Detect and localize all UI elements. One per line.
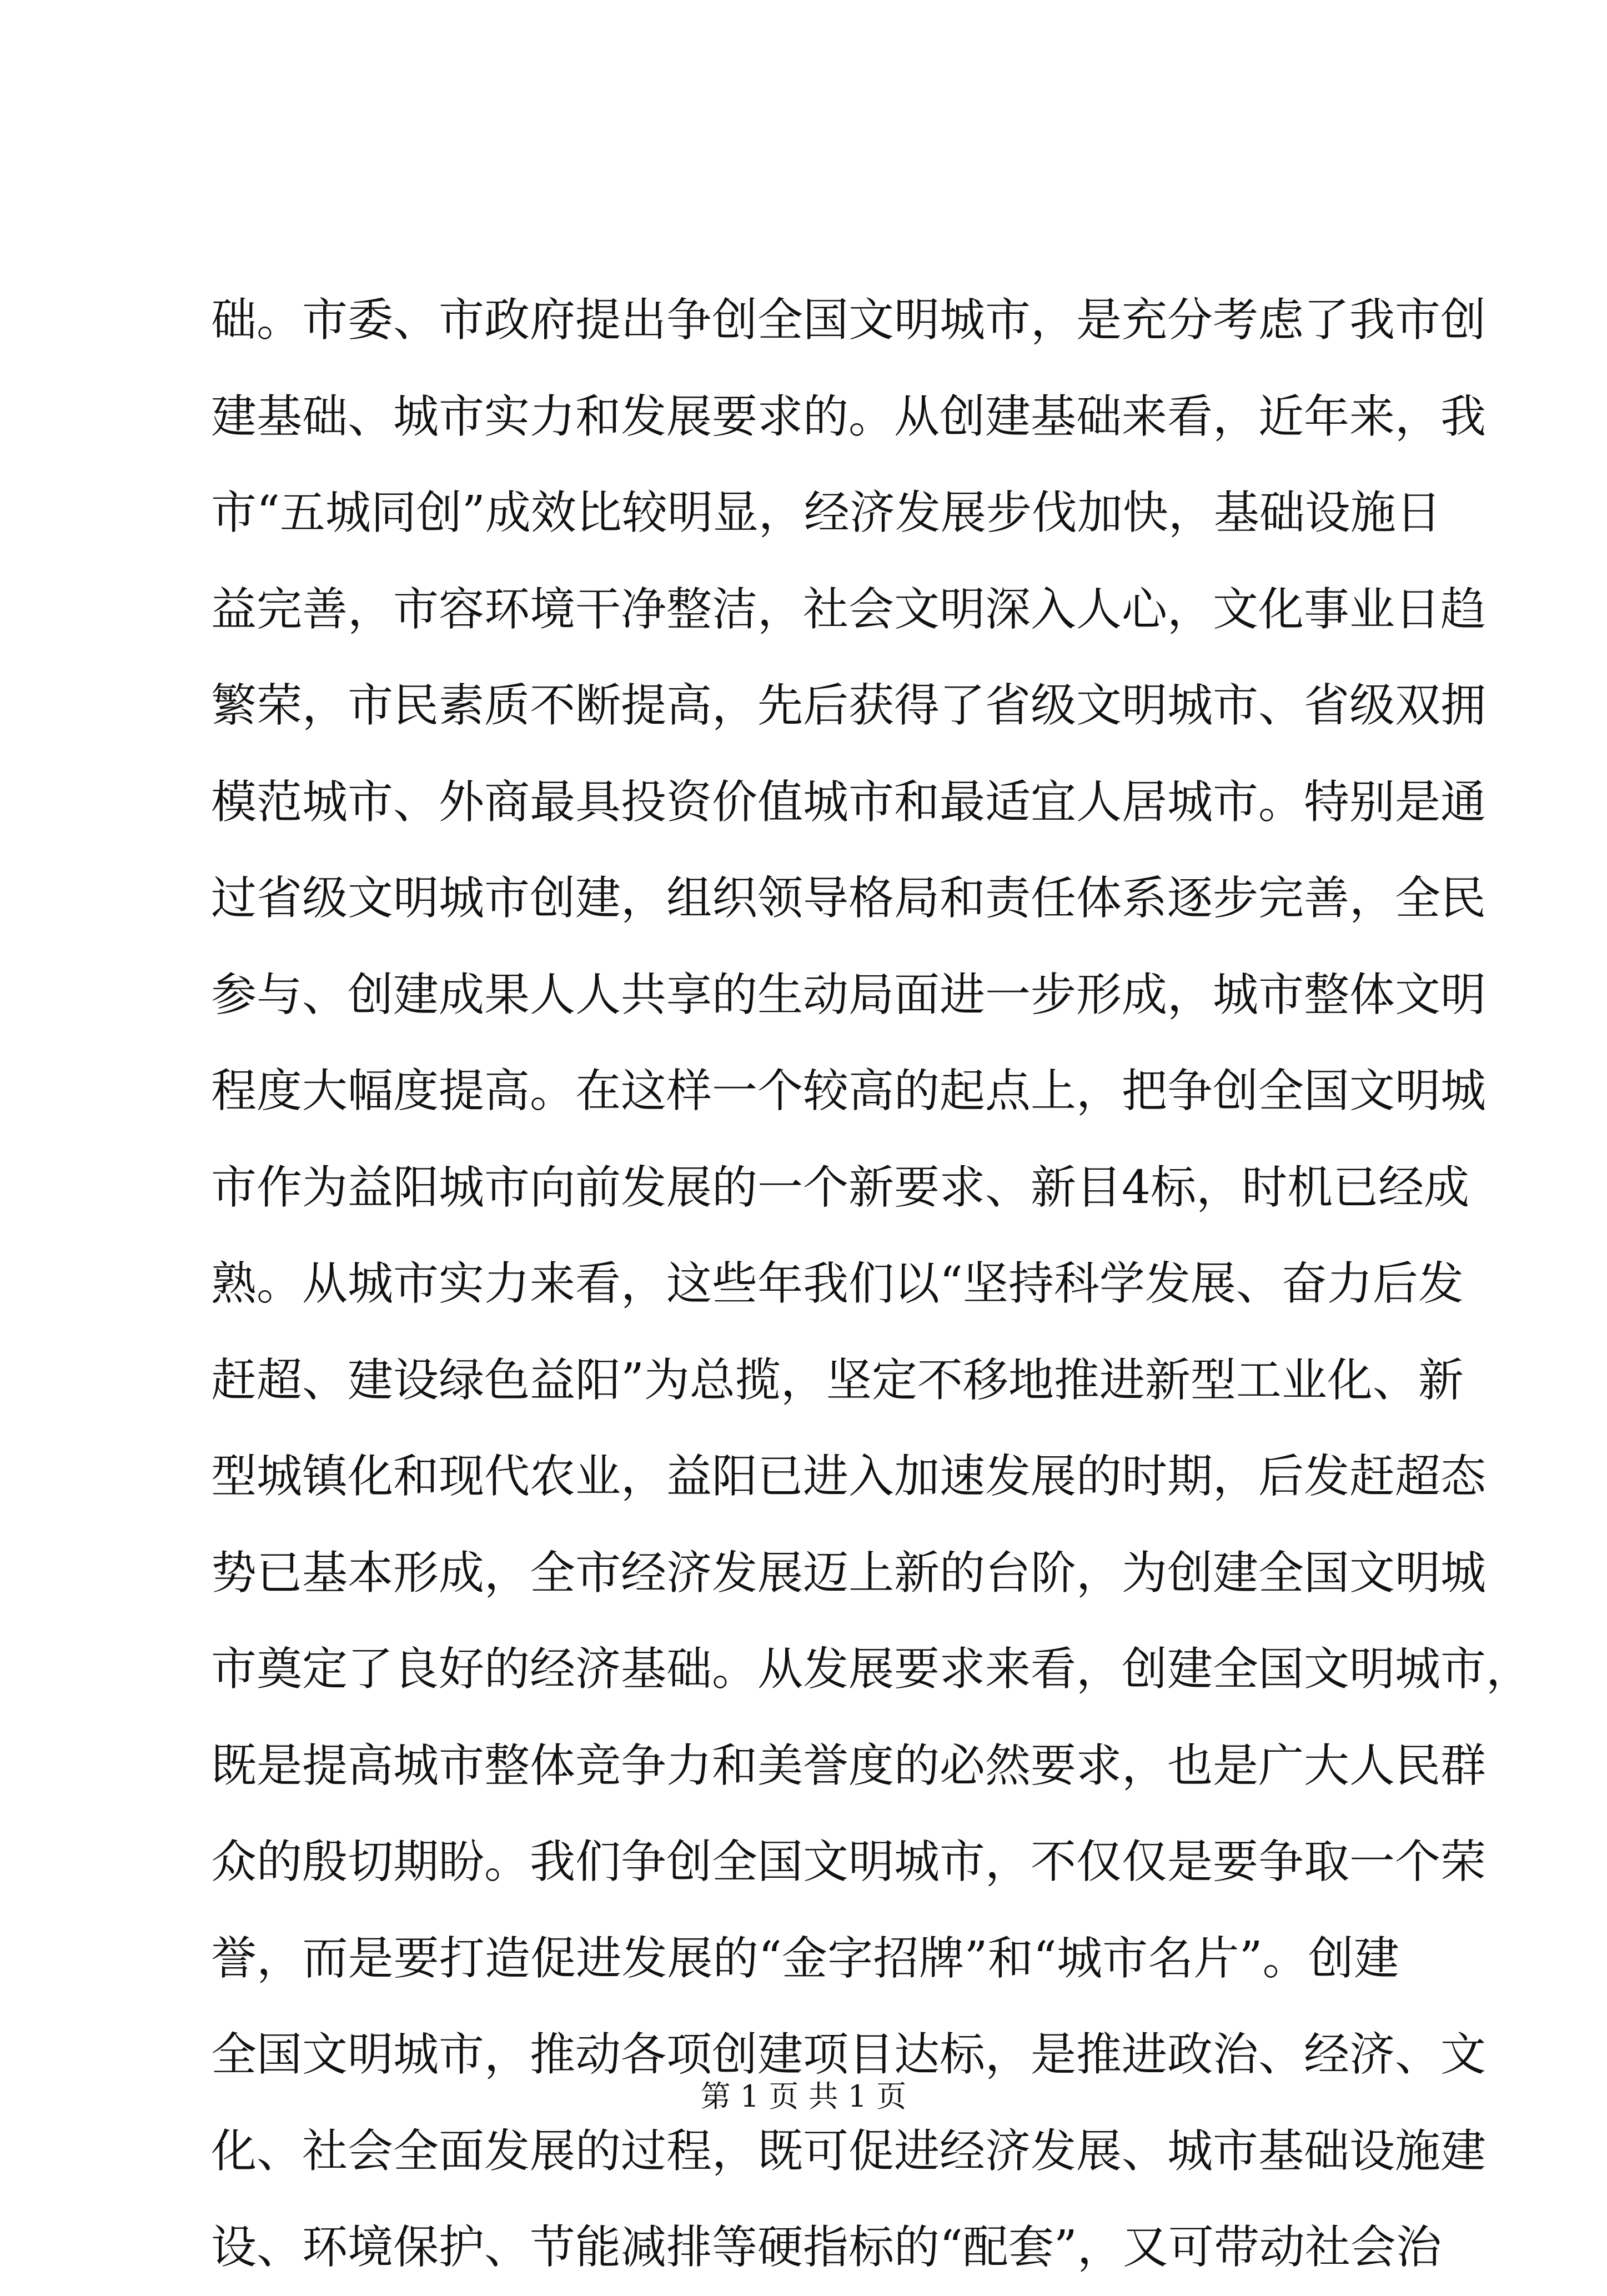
text-line: 参与、创建成果人人共享的生动局面进一步形成，城市整体文明 [211,968,1487,1021]
text-line: 程度大幅度提高。在这样一个较高的起点上，把争创全国文明城 [211,1065,1487,1117]
text-line: 建基础、城市实力和发展要求的。从创建基础来看，近年来，我 [211,390,1487,443]
text-line: 型城镇化和现代农业，益阳已进入加速发展的时期，后发赶超态 [211,1450,1487,1503]
body-text [211,272,1532,2296]
text-line: 市“五城同创”成效比较明显，经济发展步伐加快，基础设施日 [211,487,1442,539]
text-line: 模范城市、外商最具投资价值城市和最适宜人居城市。特别是通 [211,775,1487,829]
text-line: 既是提高城市整体竞争力和美誉度的必然要求，也是广大人民群 [211,1739,1487,1792]
text-line: 过省级文明城市创建，组织领导格局和责任体系逐步完善，全民 [211,872,1487,925]
text-line: 化、社会全面发展的过程，既可促进经济发展、城市基础设施建 [211,2124,1487,2178]
text-line: 熟。从城市实力来看，这些年我们以“坚持科学发展、奋力后发 [211,1257,1464,1310]
text-line: 势已基本形成，全市经济发展迈上新的台阶，为创建全国文明城 [211,1546,1487,1600]
text-line: 市作为益阳城市向前发展的一个新要求、新目4标，时机已经成 [211,1161,1470,1214]
text-line: 市奠定了良好的经济基础。从发展要求来看，创建全国文明城市， [211,1643,1532,1696]
text-line: 誉，而是要打造促进发展的“金字招牌”和“城市名片”。创建 [211,1932,1399,1985]
text-line: 赶超、建设绿色益阳”为总揽，坚定不移地推进新型工业化、新 [211,1353,1464,1407]
text-line: 础。市委、市政府提出争创全国文明城市，是充分考虑了我市创 [211,294,1487,347]
text-line: 设、环境保护、节能减排等硬指标的“配套”，又可带动社会治 [211,2221,1442,2274]
text-line: 众的殷切期盼。我们争创全国文明城市，不仅仅是要争取一个荣 [211,1836,1487,1888]
text-line: 益完善，市容环境干净整洁，社会文明深入人心，文化事业日趋 [211,583,1487,636]
text-line: 繁荣，市民素质不断提高，先后获得了省级文明城市、省级双拥 [211,679,1487,732]
page-footer: 第 1 页 共 1 页 [700,2079,907,2114]
text-line: 全国文明城市，推动各项创建项目达标，是推进政治、经济、文 [211,2028,1487,2081]
